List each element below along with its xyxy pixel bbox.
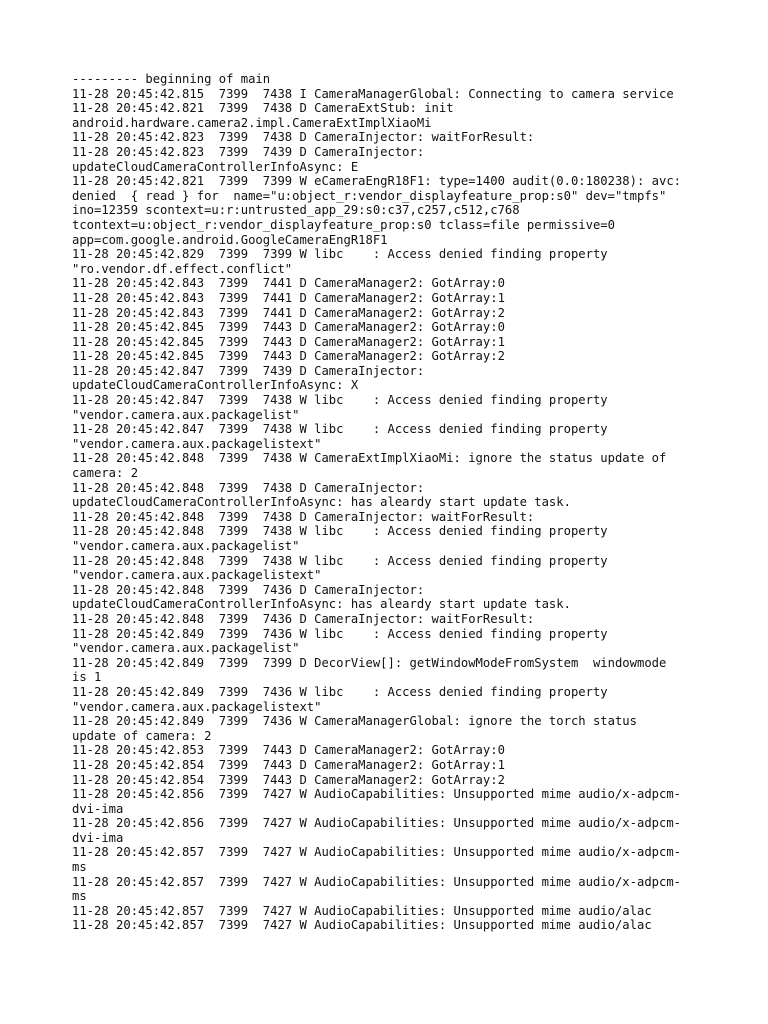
log-line: 11-28 20:45:42.848 7399 7438 W libc : Access denied finding property xyxy=(72,524,608,539)
log-line: 11-28 20:45:42.847 7399 7438 W libc : Access denied finding property xyxy=(72,422,608,437)
log-line: app=com.google.android.GoogleCameraEngR18F1 xyxy=(72,232,388,247)
log-line: 11-28 20:45:42.843 7399 7441 D CameraManager2: GotArray:1 xyxy=(72,290,505,305)
log-line: 11-28 20:45:42.854 7399 7443 D CameraManager2: GotArray:1 xyxy=(72,757,505,772)
log-line: denied { read } for name="u:object_r:vendor_displayfeature_prop:s0" dev="tmpfs" xyxy=(72,188,667,203)
log-line: 11-28 20:45:42.821 7399 7399 W eCameraEngR18F1: type=1400 audit(0.0:180238): avc: xyxy=(72,174,682,189)
log-line: updateCloudCameraControllerInfoAsync: has aleardy start update task. xyxy=(72,597,571,612)
log-line: 11-28 20:45:42.823 7399 7438 D CameraInjector: waitForResult: xyxy=(72,130,535,145)
log-line: 11-28 20:45:42.849 7399 7436 W CameraManagerGlobal: ignore the torch status xyxy=(72,714,637,729)
log-line: 11-28 20:45:42.856 7399 7427 W AudioCapabilities: Unsupported mime audio/x-adpcm- xyxy=(72,816,682,831)
log-line: android.hardware.camera2.impl.CameraExtImplXiaoMi xyxy=(72,115,432,130)
log-line: ms xyxy=(72,889,87,904)
log-line: 11-28 20:45:42.847 7399 7439 D CameraInjector: xyxy=(72,363,425,378)
log-line: "ro.vendor.df.effect.conflict" xyxy=(72,261,293,276)
log-line: tcontext=u:object_r:vendor_displayfeature_prop:s0 tclass=file permissive=0 xyxy=(72,217,615,232)
log-line: 11-28 20:45:42.821 7399 7438 D CameraExtStub: init xyxy=(72,101,454,116)
log-line: 11-28 20:45:42.849 7399 7399 D DecorView[]: getWindowModeFromSystem windowmode xyxy=(72,655,667,670)
log-line: "vendor.camera.aux.packagelistext" xyxy=(72,436,322,451)
log-line: 11-28 20:45:42.829 7399 7399 W libc : Access denied finding property xyxy=(72,247,608,262)
log-line: 11-28 20:45:42.856 7399 7427 W AudioCapabilities: Unsupported mime audio/x-adpcm- xyxy=(72,787,682,802)
log-line: ms xyxy=(72,860,87,875)
log-line: 11-28 20:45:42.853 7399 7443 D CameraManager2: GotArray:0 xyxy=(72,743,505,758)
log-document xyxy=(72,72,712,933)
log-line: updateCloudCameraControllerInfoAsync: X xyxy=(72,378,359,393)
log-line: 11-28 20:45:42.845 7399 7443 D CameraManager2: GotArray:1 xyxy=(72,334,505,349)
log-line: 11-28 20:45:42.848 7399 7436 D CameraInjector: waitForResult: xyxy=(72,611,535,626)
log-line: 11-28 20:45:42.857 7399 7427 W AudioCapabilities: Unsupported mime audio/alac xyxy=(72,918,652,933)
log-line: "vendor.camera.aux.packagelist" xyxy=(72,407,300,422)
log-line: dvi-ima xyxy=(72,801,124,816)
log-line: 11-28 20:45:42.848 7399 7438 D CameraInjector: xyxy=(72,480,425,495)
log-line: 11-28 20:45:42.848 7399 7438 D CameraInjector: waitForResult: xyxy=(72,509,535,524)
log-line: 11-28 20:45:42.857 7399 7427 W AudioCapabilities: Unsupported mime audio/x-adpcm- xyxy=(72,874,682,889)
log-line: 11-28 20:45:42.815 7399 7438 I CameraManagerGlobal: Connecting to camera service xyxy=(72,86,674,101)
log-line: 11-28 20:45:42.848 7399 7438 W libc : Access denied finding property xyxy=(72,553,608,568)
log-line: 11-28 20:45:42.857 7399 7427 W AudioCapabilities: Unsupported mime audio/alac xyxy=(72,903,652,918)
log-line: 11-28 20:45:42.848 7399 7436 D CameraInjector: xyxy=(72,582,425,597)
log-line: 11-28 20:45:42.857 7399 7427 W AudioCapabilities: Unsupported mime audio/x-adpcm- xyxy=(72,845,682,860)
log-line: ino=12359 scontext=u:r:untrusted_app_29:s0:c37,c257,c512,c768 xyxy=(72,203,520,218)
log-line: dvi-ima xyxy=(72,830,124,845)
log-line: 11-28 20:45:42.849 7399 7436 W libc : Access denied finding property xyxy=(72,684,608,699)
log-line: "vendor.camera.aux.packagelistext" xyxy=(72,699,322,714)
log-line: 11-28 20:45:42.849 7399 7436 W libc : Access denied finding property xyxy=(72,626,608,641)
log-line: updateCloudCameraControllerInfoAsync: has aleardy start update task. xyxy=(72,495,571,510)
log-line: 11-28 20:45:42.848 7399 7438 W CameraExtImplXiaoMi: ignore the status update of xyxy=(72,451,667,466)
log-line: 11-28 20:45:42.854 7399 7443 D CameraManager2: GotArray:2 xyxy=(72,772,505,787)
log-line: 11-28 20:45:42.845 7399 7443 D CameraManager2: GotArray:2 xyxy=(72,349,505,364)
log-line: "vendor.camera.aux.packagelistext" xyxy=(72,568,322,583)
log-line: 11-28 20:45:42.845 7399 7443 D CameraManager2: GotArray:0 xyxy=(72,320,505,335)
log-line: camera: 2 xyxy=(72,466,139,481)
log-line: 11-28 20:45:42.823 7399 7439 D CameraInjector: xyxy=(72,144,425,159)
log-line: "vendor.camera.aux.packagelist" xyxy=(72,641,300,656)
log-line: updateCloudCameraControllerInfoAsync: E xyxy=(72,159,359,174)
log-line: 11-28 20:45:42.843 7399 7441 D CameraManager2: GotArray:2 xyxy=(72,305,505,320)
log-line: 11-28 20:45:42.847 7399 7438 W libc : Access denied finding property xyxy=(72,393,608,408)
log-line: "vendor.camera.aux.packagelist" xyxy=(72,539,300,553)
log-line: is 1 xyxy=(72,670,102,685)
log-line: --------- beginning of main xyxy=(72,72,271,86)
log-line: 11-28 20:45:42.843 7399 7441 D CameraManager2: GotArray:0 xyxy=(72,276,505,291)
log-line: update of camera: 2 xyxy=(72,728,212,743)
